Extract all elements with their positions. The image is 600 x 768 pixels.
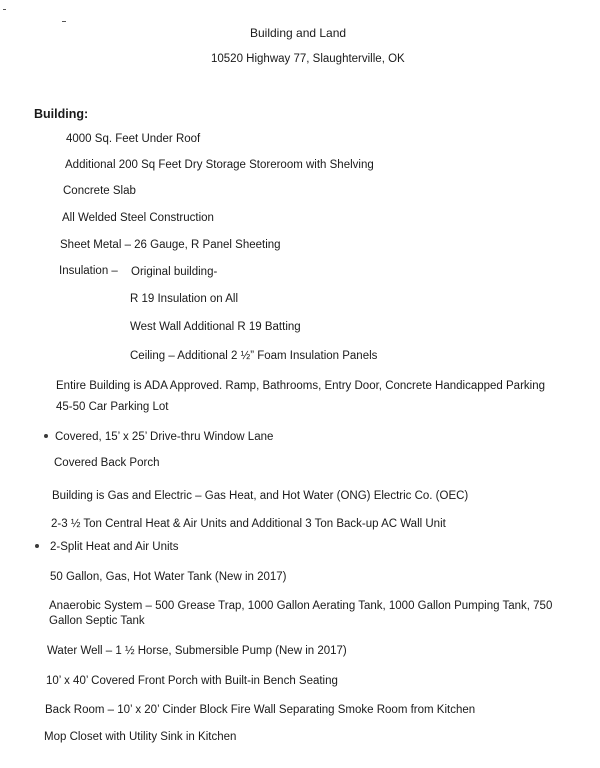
list-item: Water Well – 1 ½ Horse, Submersible Pump (New in 2017) <box>47 645 347 657</box>
list-item: Sheet Metal – 26 Gauge, R Panel Sheeting <box>60 239 281 251</box>
list-item: Additional 200 Sq Feet Dry Storage Storeroom with Shelving <box>65 159 374 171</box>
document-address: 10520 Highway 77, Slaughterville, OK <box>211 53 405 65</box>
list-item: Back Room – 10’ x 20’ Cinder Block Fire Wall Separating Smoke Room from Kitchen <box>45 704 476 716</box>
list-item: Covered, 15’ x 25’ Drive-thru Window Lane <box>55 431 274 443</box>
list-item: Mop Closet with Utility Sink in Kitchen <box>44 731 237 743</box>
list-item: Covered Back Porch <box>54 457 160 469</box>
list-item: Concrete Slab <box>63 185 136 197</box>
list-item: 2-3 ½ Ton Central Heat & Air Units and Additional 3 Ton Back-up AC Wall Unit <box>51 518 446 530</box>
document-title: Building and Land <box>250 26 347 40</box>
list-item: 4000 Sq. Feet Under Roof <box>66 133 201 145</box>
list-item: Insulation – <box>59 265 118 277</box>
list-item: Original building- <box>131 266 218 278</box>
scan-mark <box>62 21 66 22</box>
list-item: Ceiling – Additional 2 ½” Foam Insulation Panels <box>130 350 378 362</box>
bullet-mark <box>44 434 48 438</box>
list-item: 50 Gallon, Gas, Hot Water Tank (New in 2017) <box>50 571 287 583</box>
list-item: Entire Building is ADA Approved. Ramp, Bathrooms, Entry Door, Concrete Handicapped Parking <box>56 380 546 392</box>
list-item: 45-50 Car Parking Lot <box>56 401 169 413</box>
list-item: West Wall Additional R 19 Batting <box>130 321 301 333</box>
bullet-mark <box>35 544 39 548</box>
section-heading: Building: <box>34 107 89 121</box>
list-item: Anaerobic System – 500 Grease Trap, 1000 Gallon Aerating Tank, 1000 Gallon Pumping Tank, 750 Gallon Septic Tank <box>49 600 553 627</box>
list-item: 2-Split Heat and Air Units <box>50 541 179 553</box>
list-item: All Welded Steel Construction <box>62 212 214 224</box>
list-item: R 19 Insulation on All <box>130 293 239 305</box>
list-item: Building is Gas and Electric – Gas Heat, and Hot Water (ONG) Electric Co. (OEC) <box>52 490 469 502</box>
list-item: 10’ x 40’ Covered Front Porch with Built-in Bench Seating <box>46 675 338 687</box>
scan-mark <box>3 9 6 10</box>
